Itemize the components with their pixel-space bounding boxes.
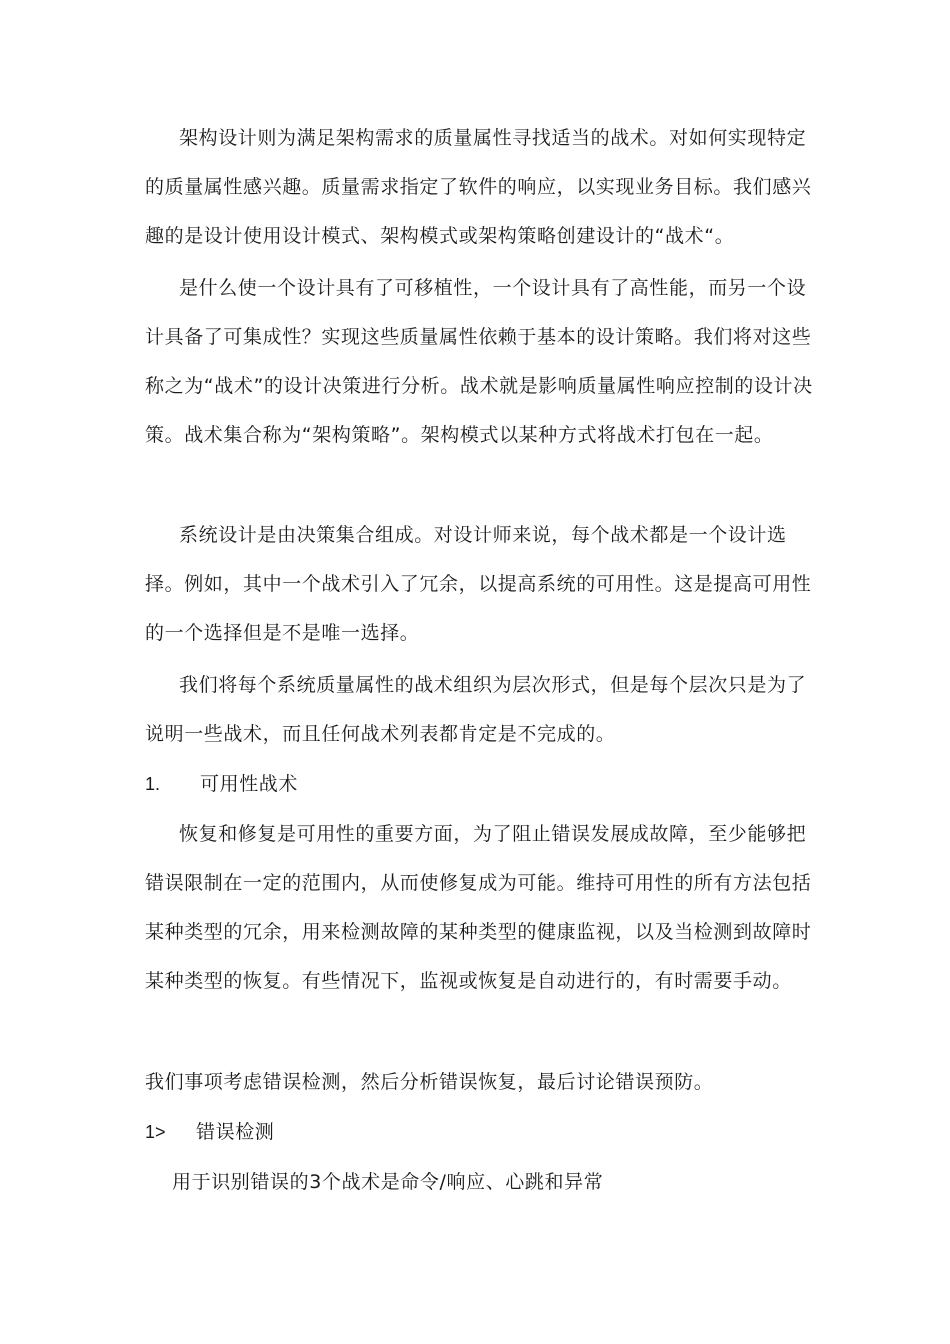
section-title-availability-tactics: 可用性战术	[200, 773, 299, 795]
section-title-error-detection: 错误检测	[196, 1121, 275, 1143]
paragraph-tactics-definition: 是什么使一个设计具有了可移植性，一个设计具有了高性能，而另一个设计具备了可集成性？实现这些质量属性依赖于基本的设计策略。我们将对这些称之为“战术”的设计决策进行分析。战术就是影响质量属性响应控制的设计决策。战术集合称为“架构策略”。架构模式以某种方式将战术打包在一起。	[145, 277, 813, 446]
paragraph-tactics-hierarchy: 我们将每个系统质量属性的战术组织为层次形式，但是每个层次只是为了说明一些战术，而且任何战术列表都肯定是不完成的。	[145, 674, 807, 745]
paragraph-system-design-decisions: 系统设计是由决策集合组成。对设计师来说，每个战术都是一个设计选择。例如，其中一个战术引入了冗余，以提高系统的可用性。这是提高可用性的一个选择但是不是唯一选择。	[145, 524, 812, 644]
paragraph-recovery-repair: 恢复和修复是可用性的重要方面，为了阻止错误发展成故障，至少能够把错误限制在一定的范围内，从而使修复成为可能。维持可用性的所有方法包括某种类型的冗余，用来检测故障的某种类型的健康监视，以及当检测到故障时某种类型的恢复。有些情况下，监视或恢复是自动进行的，有时需要手动。	[145, 823, 812, 992]
paragraph-detection-tactics: 用于识别错误的3个战术是命令/响应、心跳和异常	[172, 1171, 604, 1193]
section-number-error-detection: 1>	[145, 1122, 166, 1142]
paragraph-architecture-design: 架构设计则为满足架构需求的质量属性寻找适当的战术。对如何实现特定的质量属性感兴趣。质量需求指定了软件的响应，以实现业务目标。我们感兴趣的是设计使用设计模式、架构模式或架构策略创建设计的“战术“。	[145, 127, 812, 247]
paragraph-error-overview: 我们事项考虑错误检测，然后分析错误恢复，最后讨论错误预防。	[145, 1071, 714, 1093]
section-number-availability: 1.	[145, 774, 161, 794]
